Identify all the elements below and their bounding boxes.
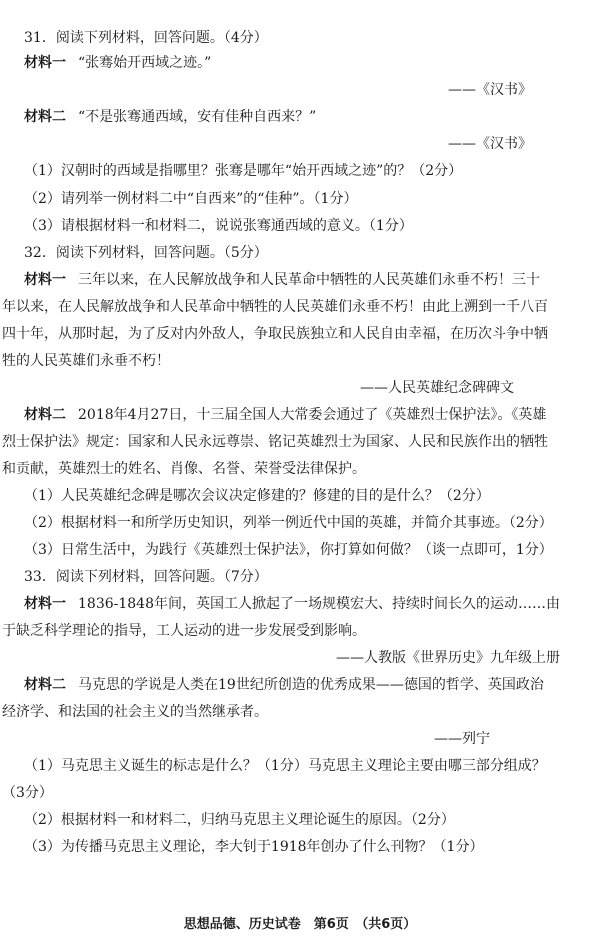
q32-m2-line-2: 烈士保护法》规定：国家和人民永远尊崇、铭记英雄烈士为国家、人民和民族作出的牺牲 (2, 434, 548, 450)
q31-m1-text: “张骞始开西域之迹。” (78, 55, 212, 71)
q32-m2-line-1: 2018年4月27日，十三届全国人大常委会通过了《英雄烈士保护法》。《英雄 (78, 407, 547, 423)
q31-m2-text: “不是张骞通西域，安有佳种自西来？” (78, 109, 317, 125)
q31-m2-source: ——《汉书》 (448, 136, 532, 152)
q33-m2-label: 材料二 (24, 677, 66, 693)
q33-m2-line-2: 经济学、和法国的社会主义的当然继承者。 (2, 704, 268, 720)
q32-m2-label: 材料二 (24, 407, 66, 423)
q33-title: 33．阅读下列材料，回答问题。（7分） (24, 569, 268, 585)
q33-material-1 (0, 594, 600, 614)
q31-sub-3: （3）请根据材料一和材料二，说说张骞通西域的意义。（1分） (24, 218, 413, 234)
q33-sub-1: （1）马克思主义诞生的标志是什么？（1分）马克思主义理论主要由哪三部分组成？ (24, 758, 546, 774)
q32-m1-line-4: 牲的人民英雄们永垂不朽！ (2, 353, 170, 369)
q33-m1-line-1: 1836-1848年间，英国工人掀起了一场规模宏大、持续时间长久的运动……由 (78, 596, 560, 612)
q31-m1-source: ——《汉书》 (448, 82, 532, 98)
q32-sub-3: （3）日常生活中，为践行《英雄烈士保护法》，你打算如何做？（谈一点即可，1分） (24, 542, 553, 558)
q33-sub-3: （3）为传播马克思主义理论，李大钊于1918年创办了什么刊物？（1分） (24, 839, 484, 855)
q32-m1-label: 材料一 (24, 272, 66, 288)
q33-m1-label: 材料一 (24, 596, 66, 612)
q32-sub-1: （1）人民英雄纪念碑是哪次会议决定修建的？修建的目的是什么？（2分） (24, 488, 490, 504)
q33-m1-line-2: 于缺乏科学理论的指导，工人运动的进一步发展受到影响。 (2, 623, 366, 639)
q31-sub-2: （2）请列举一例材料二中“自西来”的“佳种”。（1分） (24, 191, 358, 207)
q32-material-1 (0, 270, 600, 290)
q31-sub-1: （1）汉朝时的西域是指哪里？张骞是哪年“始开西域之迹”的？（2分） (24, 163, 463, 179)
q33-sub-2: （2）根据材料一和材料二，归纳马克思主义理论诞生的原因。（2分） (24, 812, 455, 828)
q31-material-2 (0, 107, 600, 127)
q32-m2-line-3: 和贡献，英雄烈士的姓名、肖像、名誉、荣誉受法律保护。 (2, 461, 366, 477)
q32-material-2 (0, 405, 600, 425)
q31-material-1 (0, 53, 600, 73)
q31-m1-label: 材料一 (24, 55, 66, 71)
q32-m1-line-2: 年以来，在人民解放战争和人民革命中牺牲的人民英雄们永垂不朽！由此上溯到一千八百 (2, 299, 548, 315)
page-footer: 思想品德、历史试卷 第6页 （共6页） (183, 917, 417, 932)
q32-title: 32．阅读下列材料，回答问题。（5分） (24, 245, 268, 261)
q33-m2-source: ——列宁 (434, 731, 490, 747)
q33-sub-1-continued: （3分） (2, 785, 53, 801)
q31-title: 31．阅读下列材料，回答问题。（4分） (24, 30, 268, 46)
q32-m1-line-3: 四十年，从那时起，为了反对内外敌人，争取民族独立和人民自由幸福，在历次斗争中牺 (2, 326, 548, 342)
q33-m2-line-1: 马克思的学说是人类在19世纪所创造的优秀成果——德国的哲学、英国政治 (78, 677, 544, 693)
q33-material-2 (0, 675, 600, 695)
q31-m2-label: 材料二 (24, 109, 66, 125)
q33-m1-source: ——人教版《世界历史》九年级上册 (336, 650, 560, 666)
q32-m1-line-1: 三年以来，在人民解放战争和人民革命中牺牲的人民英雄们永垂不朽！三十 (78, 272, 540, 288)
q32-m1-source: ——人民英雄纪念碑碑文 (360, 380, 514, 396)
q32-sub-2: （2）根据材料一和所学历史知识，列举一例近代中国的英雄，并简介其事迹。（2分） (24, 515, 553, 531)
